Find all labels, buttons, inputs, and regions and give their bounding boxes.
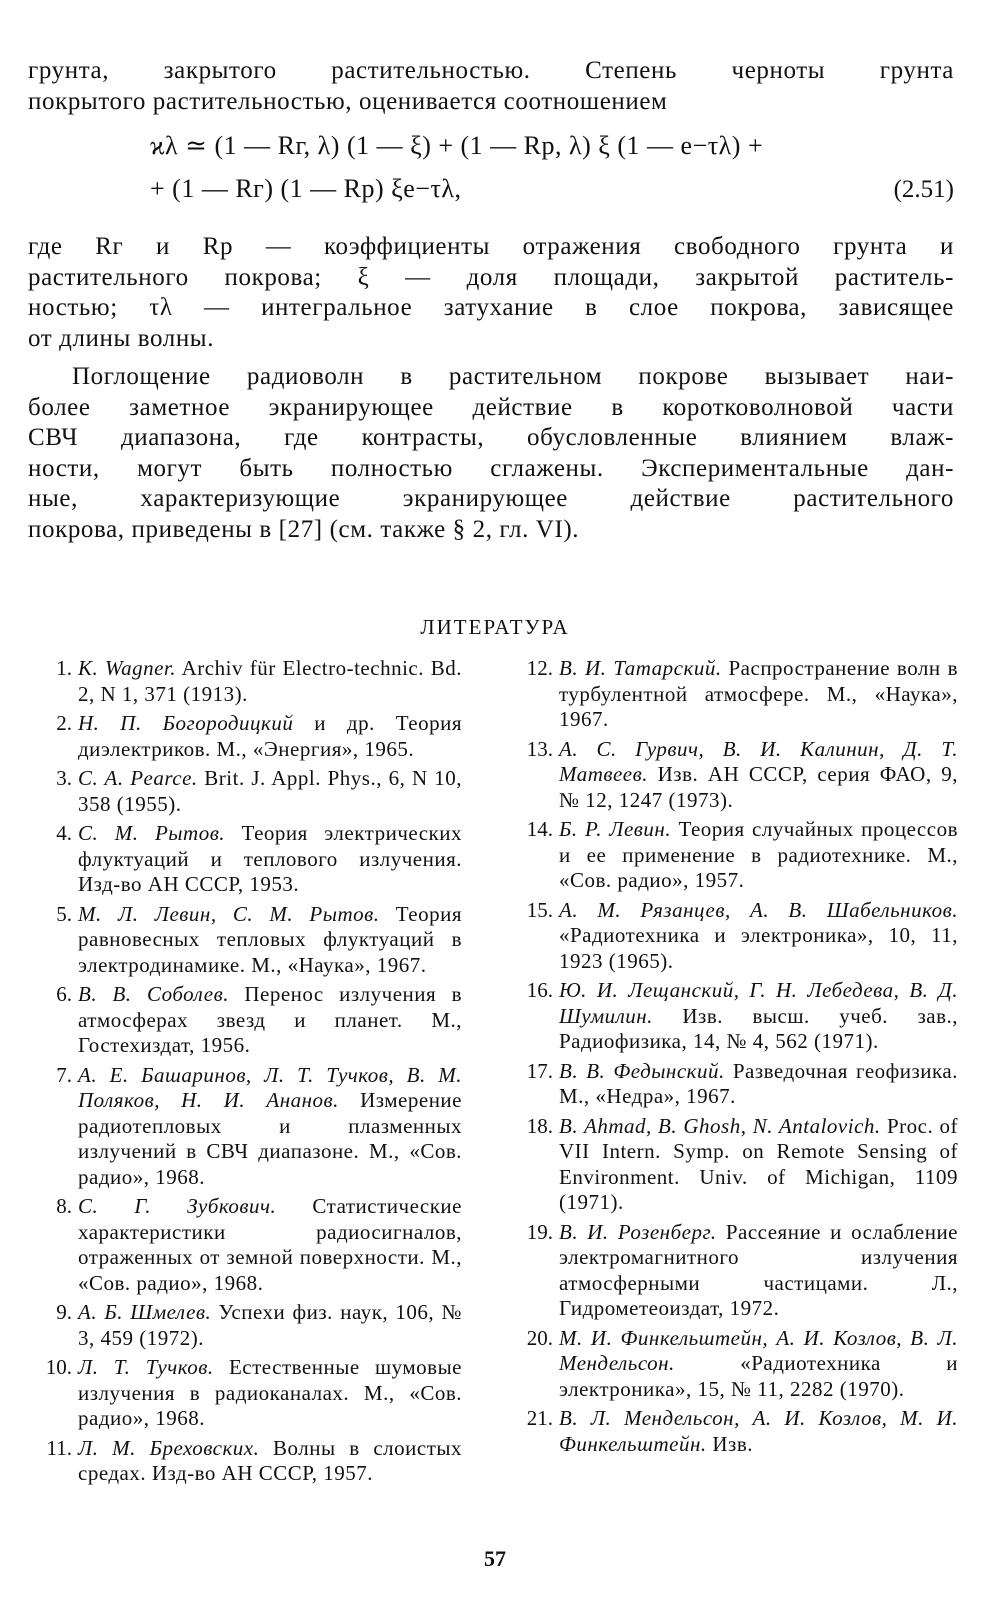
reference-item <box>503 1326 958 1403</box>
reference-text: Измерение радиотепловых и плазменных излучений в СВЧ диапазоне. М., «Сов. радио», 1968. <box>78 1088 462 1189</box>
reference-text: «Радиотехника и электроника», 15, № 11, 2282 (1970). <box>559 1351 958 1401</box>
reference-number: 21. <box>526 1406 553 1430</box>
reference-text: Естественные шумовые излучения в радиоканалах. М., «Сов. радио», 1968. <box>78 1355 463 1430</box>
reference-text: Изв. высш. учеб. зав., Радиофизика, 14, № 4, 562 (1971). <box>559 1003 958 1053</box>
reference-number: 9. <box>56 1300 72 1324</box>
reference-item <box>503 656 958 733</box>
text-line: более заметное экранирующее действие в коротковолновой части <box>28 393 954 421</box>
reference-item <box>503 817 958 894</box>
reference-authors: B. Ahmad, B. Ghosh, N. Antalovich. <box>559 1113 881 1138</box>
reference-item <box>22 656 462 707</box>
text-line: ностью; τλ — интегральное затухание в слое покрова, зависящее <box>28 294 954 321</box>
reference-text: Рассеяние и ослабление электромагнитного излучения атмосферными частицами. Л., Гидрометеоиздат, 1972. <box>559 1219 959 1320</box>
reference-item <box>503 978 958 1055</box>
paragraph-absorption <box>28 362 954 545</box>
reference-text: Разведочная геофизика. М., «Недра», 1967. <box>559 1058 959 1108</box>
reference-authors: С. М. Рытов. <box>78 821 226 845</box>
reference-number: 10. <box>45 1355 72 1379</box>
reference-item <box>22 902 462 979</box>
reference-number: 8. <box>56 1194 72 1218</box>
reference-number: 5. <box>56 901 72 926</box>
reference-authors: А. Б. Шмелев. <box>78 1300 212 1324</box>
reference-authors: В. И. Татарский. <box>559 656 722 680</box>
reference-text: Теория случайных процессов и ее применение в радиотехнике. М., «Сов. радио», 1957. <box>559 817 958 892</box>
literature-heading: ЛИТЕРАТУРА <box>420 615 570 639</box>
text-line: Поглощение радиоволн в растительном покрове вызывает наи- <box>72 363 954 390</box>
references-left-column <box>22 656 462 1491</box>
reference-item <box>22 1063 462 1191</box>
text-line: от длины волны. <box>28 324 215 352</box>
reference-number: 1. <box>56 656 72 680</box>
reference-authors: Ю. И. Лещанский, Г. Н. Лебедева, В. Д. Шумилин. <box>559 978 958 1028</box>
reference-item <box>22 982 462 1059</box>
reference-text: Brit. J. Appl. Phys., 6, N 10, 358 (1955). <box>78 766 463 816</box>
reference-number: 17. <box>526 1058 553 1083</box>
reference-item <box>503 898 958 975</box>
reference-authors: Л. Т. Тучков. <box>78 1355 214 1379</box>
reference-authors: В. В. Федынский. <box>559 1058 725 1083</box>
reference-number: 15. <box>526 897 553 922</box>
reference-authors: М. Л. Левин, С. М. Рытов. <box>78 901 380 926</box>
text-line: покрытого растительностью, оценивается соотношением <box>28 87 668 115</box>
text-line: где Rг и Rр — коэффициенты отражения свободного грунта и <box>28 233 954 260</box>
reference-item <box>503 1220 958 1322</box>
reference-number: 2. <box>56 711 72 735</box>
reference-authors: А. Е. Башаринов, Л. Т. Тучков, В. М. Поляков, Н. И. Ананов. <box>78 1062 462 1112</box>
reference-item <box>22 711 462 762</box>
reference-text: Успехи физ. наук, 106, № 3, 459 (1972). <box>78 1300 463 1350</box>
reference-number: 19. <box>526 1219 553 1244</box>
reference-number: 4. <box>56 821 72 845</box>
reference-text: «Радиотехника и электроника», 10, 11, 1923 (1965). <box>559 923 958 973</box>
text-line: грунта, закрытого растительностью. Степень черноты грунта <box>28 57 954 84</box>
reference-item <box>22 766 462 817</box>
reference-item <box>22 1436 462 1487</box>
reference-authors: М. И. Финкельштейн, А. И. Козлов, В. Л. Мендельсон. <box>559 1325 958 1375</box>
text-line: ности, могут быть полностью сглажены. Экспериментальные дан- <box>28 454 954 482</box>
reference-number: 3. <box>56 766 72 790</box>
reference-authors: K. Wagner. <box>78 656 177 680</box>
reference-text: Перенос излучения в атмосферах звезд и планет. М., Гостехиздат, 1956. <box>78 982 462 1057</box>
reference-authors: В. И. Розенберг. <box>559 1219 717 1244</box>
reference-text: Archiv für Electro-technic. Bd. 2, N 1, 371 (1913). <box>78 656 462 706</box>
reference-authors: А. С. Гурвич, В. И. Калинин, Д. Т. Матвеев. <box>559 736 958 786</box>
reference-item <box>22 1194 462 1296</box>
reference-text: Изв. АН СССР, серия ФАО, 9, № 12, 1247 (1973). <box>559 762 958 812</box>
text-line: ные, характеризующие экранирующее действие растительного <box>28 485 954 512</box>
reference-number: 13. <box>526 736 553 761</box>
reference-item <box>503 1406 958 1457</box>
paragraph-intro <box>28 56 954 117</box>
reference-number: 7. <box>56 1062 72 1087</box>
reference-item <box>22 821 462 898</box>
page-number: 57 <box>484 1546 506 1571</box>
paragraph-definitions <box>28 232 954 354</box>
reference-authors: C. A. Pearce. <box>78 766 198 790</box>
reference-item <box>22 1355 462 1432</box>
reference-number: 20. <box>526 1325 553 1350</box>
reference-authors: А. М. Рязанцев, А. В. Шабельников. <box>559 897 958 922</box>
text-line: СВЧ диапазона, где контрасты, обусловленные влиянием влаж- <box>28 424 954 451</box>
reference-text: и др. Теория диэлектриков. М., «Энергия», 1965. <box>78 711 462 761</box>
equation-number: (2.51) <box>893 176 954 203</box>
reference-text: Распространение волн в турбулентной атмосфере. М., «Наука», 1967. <box>559 656 958 731</box>
reference-authors: В. Л. Мендельсон, А. И. Козлов, М. И. Финкельштейн. <box>559 1406 958 1456</box>
reference-authors: Б. Р. Левин. <box>559 817 672 841</box>
reference-text: Изв. <box>706 1431 754 1456</box>
equation-line-2: + (1 — Rг) (1 — Rр) ξe−τλ, <box>150 174 462 203</box>
reference-number: 18. <box>526 1113 553 1138</box>
reference-text: Proc. of VII Intern. Symp. on Remote Sensing of Environment. Univ. of Michigan, 1109 (1971). <box>559 1113 958 1214</box>
reference-item <box>503 1114 958 1216</box>
reference-authors: В. В. Соболев. <box>78 982 229 1006</box>
reference-text: Статистические характеристики радиосигналов, отраженных от земной поверхности. М., «Сов. радио», 1968. <box>78 1194 462 1295</box>
equation-line-1: ϰλ ≃ (1 — Rг, λ) (1 — ξ) + (1 — Rр, λ) ξ (1 — e−τλ) + <box>150 131 764 160</box>
reference-authors: Л. М. Бреховских. <box>78 1435 260 1460</box>
reference-number: 12. <box>526 656 553 680</box>
reference-number: 11. <box>46 1435 72 1460</box>
reference-authors: С. Г. Зубкович. <box>78 1194 277 1218</box>
reference-number: 6. <box>56 982 72 1006</box>
reference-text: Теория электрических флуктуаций и теплового излучения. Изд-во АН СССР, 1953. <box>78 821 462 896</box>
text-line: растительного покрова; ξ — доля площади, закрытой раститель- <box>28 263 954 291</box>
text-line: покрова, приведены в [27] (см. также § 2, гл. VI). <box>28 515 580 543</box>
reference-text: Теория равновесных тепловых флуктуаций в электродинамике. М., «Наука», 1967. <box>78 901 463 977</box>
reference-authors: Н. П. Богородицкий <box>78 711 294 735</box>
reference-number: 16. <box>526 978 553 1002</box>
reference-text: Волны в слоистых средах. Изд-во АН СССР, 1957. <box>78 1435 463 1485</box>
reference-item <box>503 737 958 814</box>
references-right-column <box>503 656 958 1461</box>
reference-item <box>22 1300 462 1351</box>
reference-number: 14. <box>526 817 553 841</box>
reference-item <box>503 1059 958 1110</box>
